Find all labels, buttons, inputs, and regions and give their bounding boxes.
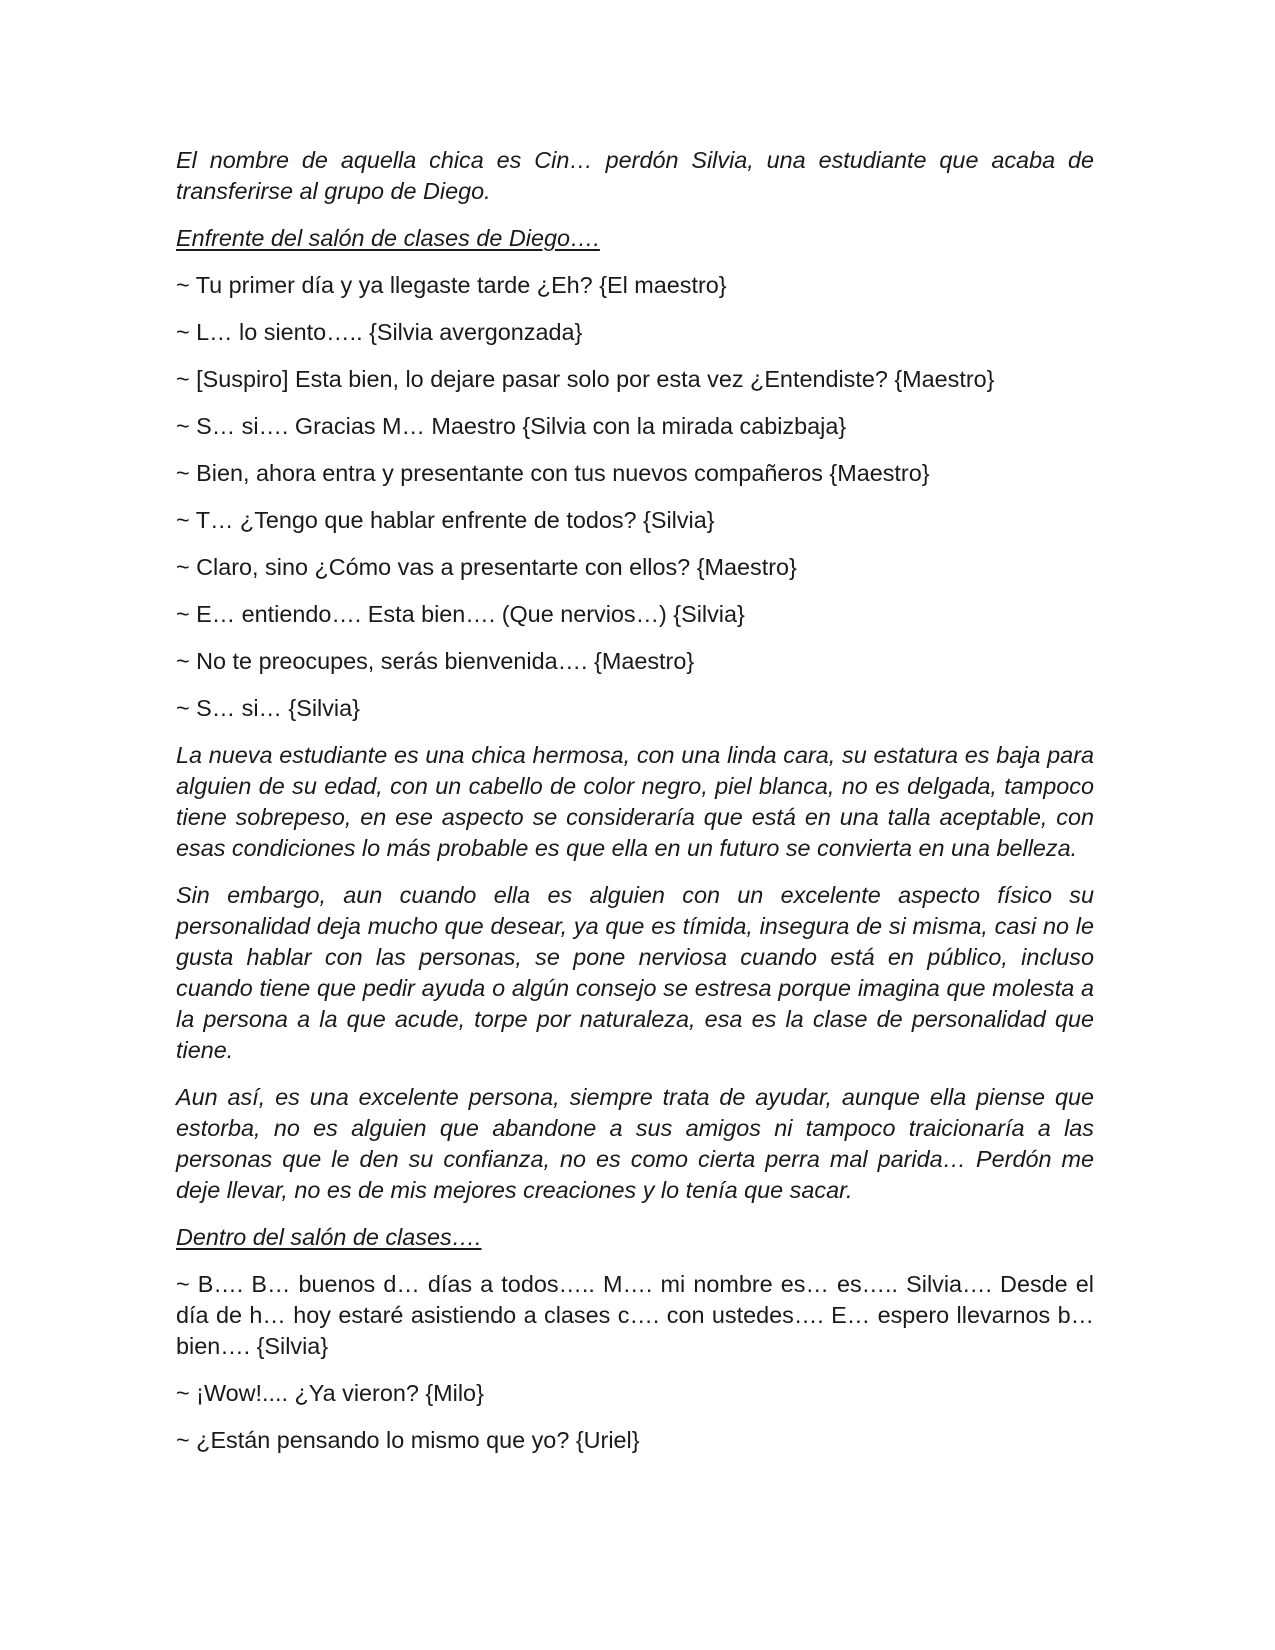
dialogue-line: ~ B…. B… buenos d… días a todos….. M…. mi nombre es… es….. Silvia…. Desde el día de h… hoy estaré asistiendo a clases c…. con ustedes…. E… espero llevarnos b… bien…. {Silvia} — [176, 1271, 1094, 1359]
narration-paragraph-virtues: Aun así, es una excelente persona, siempre trata de ayudar, aunque ella piense que estorba, no es alguien que abandone a sus amigos ni tampoco traicionaría a las personas que le den su confianza, no es como cierta perra mal parida… Perdón me deje llevar, no es de mis mejores creaciones y lo tenía que sacar. — [176, 1084, 1094, 1203]
narration-paragraph-description: La nueva estudiante es una chica hermosa, con una linda cara, su estatura es baja para alguien de su edad, con un cabello de color negro, piel blanca, no es delgada, tampoco tiene sobrepeso, en ese aspecto se consideraría que está en una talla aceptable, con esas condiciones lo más probable es que ella en un futuro se convierta en una belleza. — [176, 742, 1094, 861]
dialogue-block-1 — [176, 270, 1094, 724]
document-page — [176, 145, 1094, 1472]
dialogue-line: ~ T… ¿Tengo que hablar enfrente de todos? {Silvia} — [176, 507, 715, 533]
dialogue-line: ~ Bien, ahora entra y presentante con tus nuevos compañeros {Maestro} — [176, 460, 930, 486]
dialogue-line: ~ S… si… {Silvia} — [176, 695, 360, 721]
dialogue-line: ~ ¡Wow!.... ¿Ya vieron? {Milo} — [176, 1380, 484, 1406]
dialogue-line: ~ [Suspiro] Esta bien, lo dejare pasar solo por esta vez ¿Entendiste? {Maestro} — [176, 366, 995, 392]
dialogue-line: ~ No te preocupes, serás bienvenida…. {Maestro} — [176, 648, 695, 674]
dialogue-line: ~ ¿Están pensando lo mismo que yo? {Uriel} — [176, 1427, 640, 1453]
dialogue-line: ~ S… si…. Gracias M… Maestro {Silvia con la mirada cabizbaja} — [176, 413, 847, 439]
dialogue-line: ~ L… lo siento….. {Silvia avergonzada} — [176, 319, 583, 345]
narration-paragraph-personality: Sin embargo, aun cuando ella es alguien con un excelente aspecto físico su personalidad deja mucho que desear, ya que es tímida, insegura de si misma, casi no le gusta hablar con las personas, se pone nerviosa cuando está en público, incluso cuando tiene que pedir ayuda o algún consejo se estresa porque imagina que molesta a la persona a la que acude, torpe por naturaleza, esa es la clase de personalidad que tiene. — [176, 882, 1094, 1063]
scene-heading-inside-classroom: Dentro del salón de clases…. — [176, 1224, 482, 1250]
scene-heading-front-of-classroom: Enfrente del salón de clases de Diego…. — [176, 225, 600, 251]
intro-paragraph: El nombre de aquella chica es Cin… perdón Silvia, una estudiante que acaba de transferirse al grupo de Diego. — [176, 147, 1094, 204]
dialogue-line: ~ E… entiendo…. Esta bien…. (Que nervios…) {Silvia} — [176, 601, 745, 627]
dialogue-line: ~ Claro, sino ¿Cómo vas a presentarte con ellos? {Maestro} — [176, 554, 797, 580]
dialogue-line: ~ Tu primer día y ya llegaste tarde ¿Eh? {El maestro} — [176, 272, 727, 298]
dialogue-block-2 — [176, 1269, 1094, 1456]
